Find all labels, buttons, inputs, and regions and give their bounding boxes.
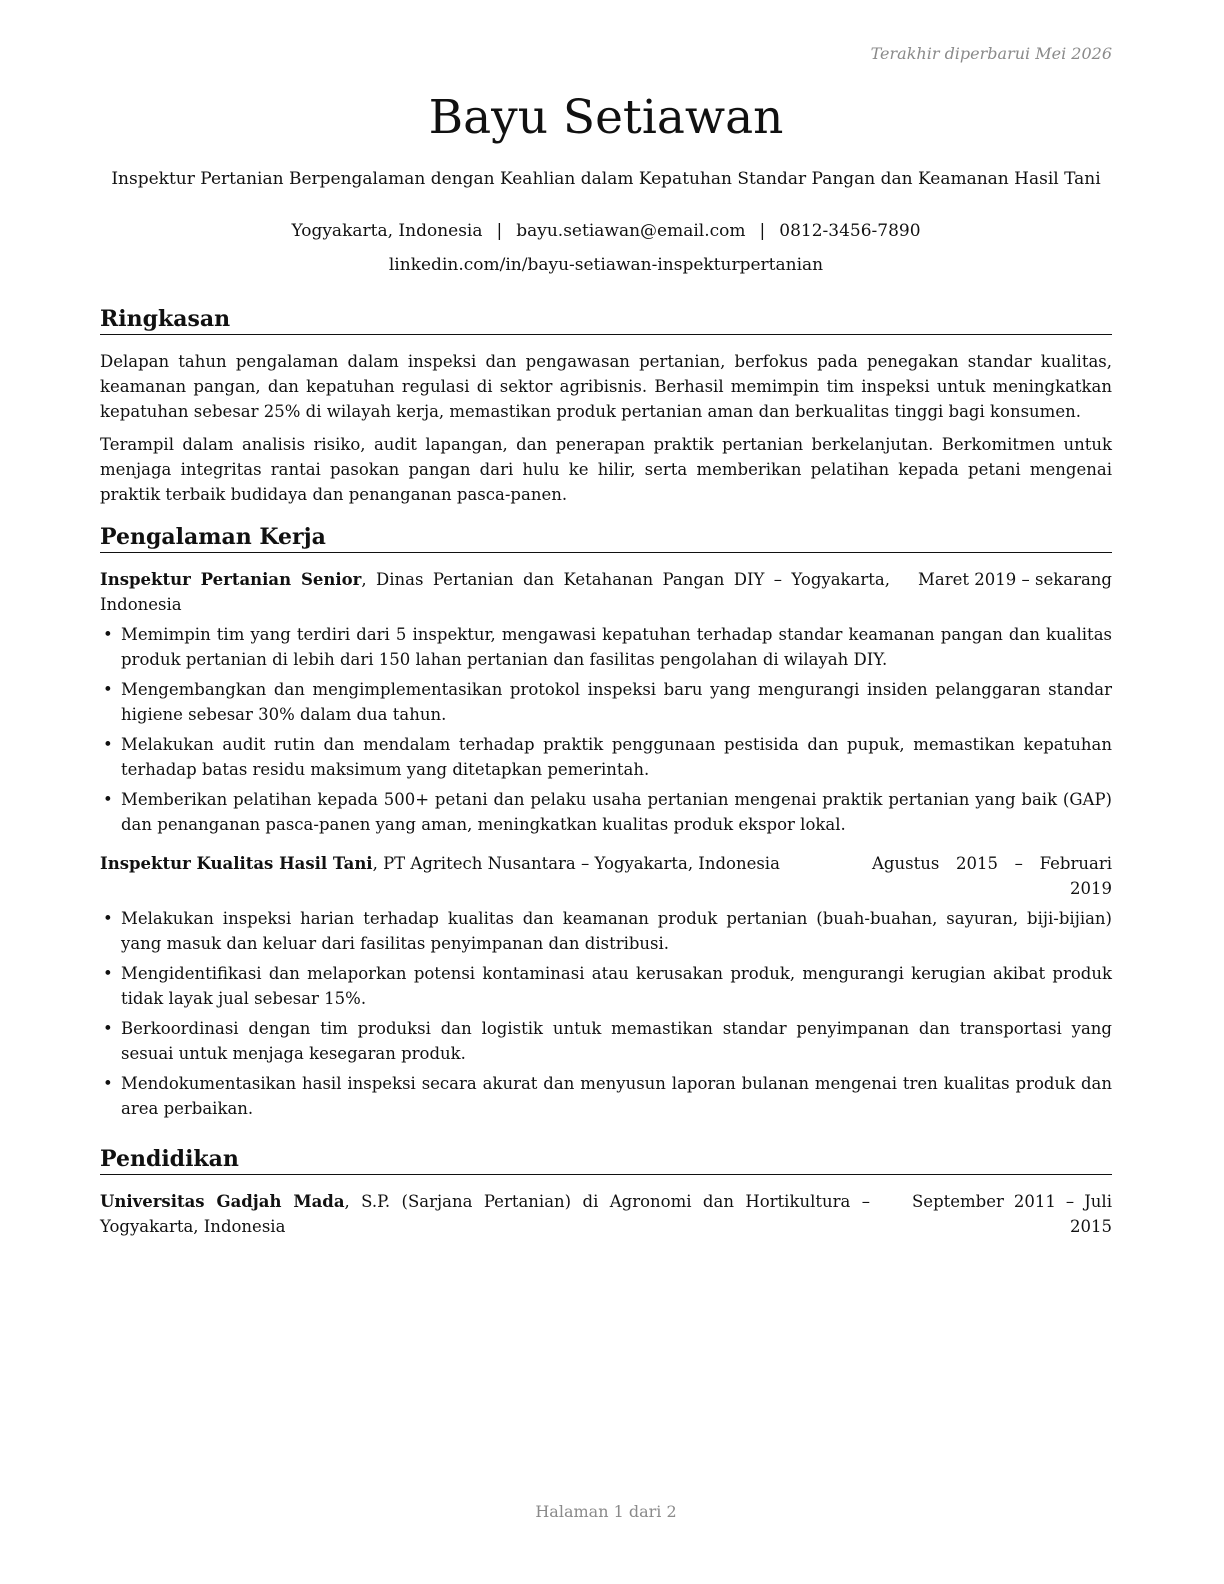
- job-header: [100, 567, 1112, 617]
- summary-section: [100, 306, 1112, 507]
- last-updated: Terakhir diperbarui Mei 2026: [870, 44, 1112, 63]
- bullet-icon: •: [103, 735, 113, 754]
- summary-paragraph: Delapan tahun pengalaman dalam inspeksi dan pengawasan pertanian, berfokus pada penegakan standar kualitas, keamanan pangan, dan kepatuhan regulasi di sektor agribisnis. Berhasil memimpin tim inspeksi untuk meningkatkan kepatuhan sebesar 25% di wilayah kerja, memastikan produk pertanian aman dan berkualitas tinggi bagi konsumen.: [100, 352, 1112, 421]
- section-title-education: Pendidikan: [100, 1146, 1112, 1175]
- experience-section: [100, 524, 1112, 1126]
- job-header: [100, 851, 1112, 901]
- list-item: [100, 1071, 1112, 1121]
- bullet-text: Memimpin tim yang terdiri dari 5 inspektur, mengawasi kepatuhan terhadap standar keamanan pangan dan kualitas produk pertanian di lebih dari 150 lahan pertanian dan fasilitas pengolahan di wilayah DIY.: [121, 625, 1112, 669]
- bullet-icon: •: [103, 964, 113, 983]
- education-section: [100, 1146, 1112, 1239]
- list-item: [100, 732, 1112, 782]
- list-item: [100, 677, 1112, 727]
- bullet-text: Melakukan audit rutin dan mendalam terhadap praktik penggunaan pestisida dan pupuk, memastikan kepatuhan terhadap batas residu maksimum yang ditetapkan pemerintah.: [121, 735, 1112, 779]
- bullet-text: Mengidentifikasi dan melaporkan potensi kontaminasi atau kerusakan produk, mengurangi kerugian akibat produk tidak layak jual sebesar 15%.: [121, 964, 1112, 1008]
- separator: |: [496, 221, 503, 241]
- degree: , S.P. (Sarjana Pertanian) di Agronomi dan Hortikultura – Yogyakarta, Indonesia: [100, 1192, 870, 1236]
- bullet-text: Mengembangkan dan mengimplementasikan protokol inspeksi baru yang mengurangi insiden pelanggaran standar higiene sebesar 30% dalam dua tahun.: [121, 680, 1112, 724]
- phone: 0812-3456-7890: [779, 221, 921, 241]
- section-title-experience: Pengalaman Kerja: [100, 524, 1112, 553]
- bullet-text: Berkoordinasi dengan tim produksi dan logistik untuk memastikan standar penyimpanan dan transportasi yang sesuai untuk menjaga kesegaran produk.: [121, 1019, 1112, 1063]
- candidate-name: Bayu Setiawan: [428, 90, 784, 145]
- list-item: [100, 787, 1112, 837]
- bullet-text: Memberikan pelatihan kepada 500+ petani dan pelaku usaha pertanian mengenai praktik pertanian yang baik (GAP) dan penanganan pasca-panen yang aman, meningkatkan kualitas produk ekspor lokal.: [121, 790, 1112, 834]
- job-bullets: [100, 622, 1112, 837]
- summary-paragraph: Terampil dalam analisis risiko, audit lapangan, dan penerapan praktik pertanian berkelanjutan. Berkomitmen untuk menjaga integritas rantai pasokan pangan dari hulu ke hilir, serta memberikan pelatihan kepada petani mengenai praktik terbaik budidaya dan penanganan pasca-panen.: [100, 435, 1112, 504]
- job-entry: [100, 851, 1112, 1121]
- page-number: Halaman 1 dari 2: [535, 1502, 677, 1521]
- job-org: , Dinas Pertanian dan Ketahanan Pangan DIY – Yogyakarta, Indonesia: [100, 570, 890, 614]
- job-title-line: [100, 851, 840, 901]
- separator: |: [759, 221, 766, 241]
- section-title-summary: Ringkasan: [100, 306, 1112, 335]
- list-item: [100, 906, 1112, 956]
- education-entry: [100, 1189, 1112, 1239]
- bullet-icon: •: [103, 1074, 113, 1093]
- education-dates: September 2011 – Juli 2015: [912, 1192, 1112, 1236]
- job-dates: Maret 2019 – sekarang: [918, 570, 1112, 589]
- email-link[interactable]: bayu.setiawan@email.com: [516, 221, 746, 241]
- job-title-line: [100, 567, 890, 617]
- list-item: [100, 961, 1112, 1011]
- bullet-icon: •: [103, 790, 113, 809]
- job-role: Inspektur Kualitas Hasil Tani: [100, 854, 373, 873]
- location: Yogyakarta, Indonesia: [291, 221, 483, 241]
- bullet-text: Melakukan inspeksi harian terhadap kualitas dan keamanan produk pertanian (buah-buahan, sayuran, biji-bijian) yang masuk dan keluar dari fasilitas penyimpanan dan distribusi.: [121, 909, 1112, 953]
- bullet-icon: •: [103, 909, 113, 928]
- bullet-icon: •: [103, 1019, 113, 1038]
- resume-page: [100, 0, 1112, 1584]
- list-item: [100, 622, 1112, 672]
- bullet-icon: •: [103, 625, 113, 644]
- contact-line: [100, 220, 1112, 243]
- linkedin-link[interactable]: linkedin.com/in/bayu-setiawan-inspekturpertanian: [388, 255, 824, 275]
- job-bullets: [100, 906, 1112, 1121]
- job-org: , PT Agritech Nusantara – Yogyakarta, Indonesia: [372, 854, 780, 873]
- job-role: Inspektur Pertanian Senior: [100, 570, 362, 589]
- headline: Inspektur Pertanian Berpengalaman dengan Keahlian dalam Kepatuhan Standar Pangan dan Keamanan Hasil Tani: [111, 169, 1101, 189]
- list-item: [100, 1016, 1112, 1066]
- job-dates: Agustus 2015 – Februari 2019: [872, 854, 1112, 898]
- job-entry: [100, 567, 1112, 837]
- bullet-icon: •: [103, 680, 113, 699]
- school-name: Universitas Gadjah Mada: [100, 1192, 345, 1211]
- education-line: [100, 1189, 870, 1239]
- bullet-text: Mendokumentasikan hasil inspeksi secara akurat dan menyusun laporan bulanan mengenai tren kualitas produk dan area perbaikan.: [121, 1074, 1112, 1118]
